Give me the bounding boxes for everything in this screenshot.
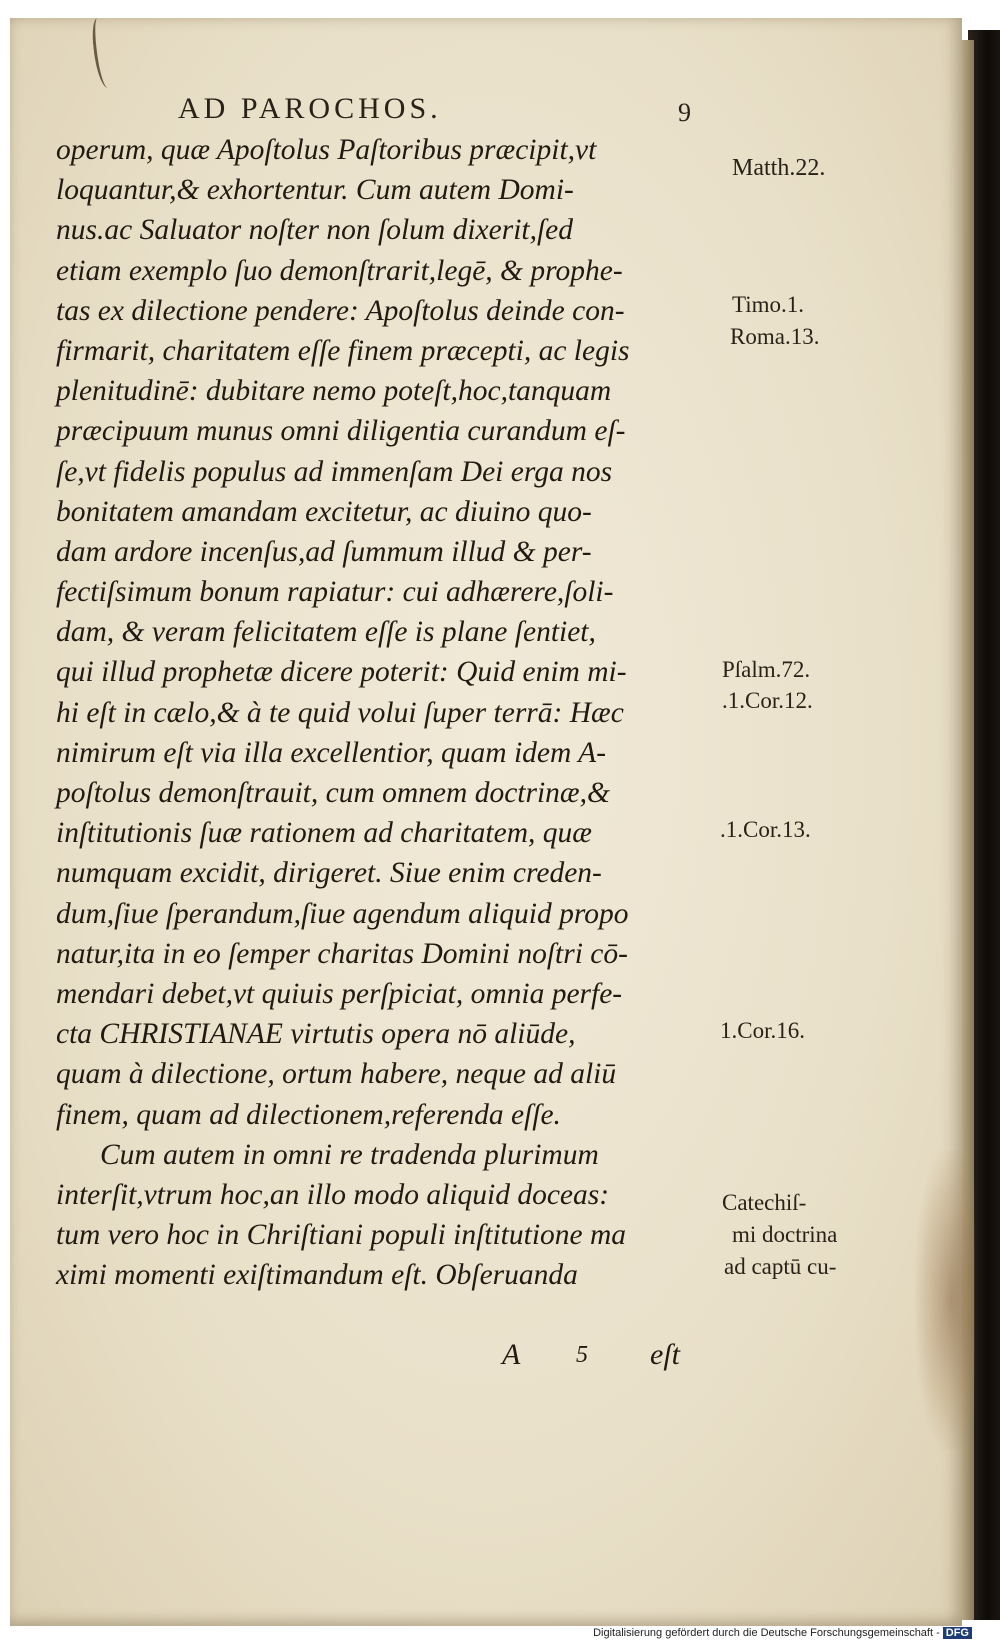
text-line: natur,ita in eo ſemper charitas Domini noſtri cō- xyxy=(56,937,628,970)
text-line: nus.ac Saluator noſter non ſolum dixerit,ſed xyxy=(56,214,574,247)
text-line: operum, quæ Apoſtolus Paſtoribus præcipit,vt xyxy=(56,134,597,166)
margin-note: mi doctrina xyxy=(732,1222,838,1247)
text-line: firmarit, charitatem eſſe finem præcepti, ac legis xyxy=(56,334,630,367)
text-line: præcipuum munus omni diligentia curandum eſ- xyxy=(56,415,626,448)
text-line: nimirum eſt via illa excellentior, quam idem A- xyxy=(56,736,607,769)
text-line: tum vero hoc in Chriſtiani populi inſtitutione ma xyxy=(56,1219,627,1252)
text-line: qui illud prophetæ dicere poterit: Quid enim mi- xyxy=(56,656,627,689)
text-line: interſit,vtrum hoc,an illo modo aliquid doceas: xyxy=(56,1178,610,1211)
page-number: 9 xyxy=(678,98,691,127)
text-line: hi eſt in cælo,& à te quid volui ſuper terrā: Hæc xyxy=(56,696,624,729)
margin-note: ad captū cu- xyxy=(724,1254,837,1279)
text-line: dam ardore incenſus,ad ſummum illud & per- xyxy=(56,535,592,568)
text-line: cta CHRISTIANAE virtutis opera nō aliūde, xyxy=(56,1018,576,1051)
text-line: ſe,vt fidelis populus ad immenſam Dei erga nos xyxy=(56,455,613,488)
page-stain xyxy=(915,1150,975,1450)
margin-note: Timo.1. xyxy=(732,292,805,317)
signature-mark: A xyxy=(502,1338,521,1371)
text-line: inſtitutionis ſuæ rationem ad charitatem, quæ xyxy=(56,817,592,850)
credit-text: Digitalisierung gefördert durch die Deutsche Forschungsgemeinschaft - xyxy=(593,1627,940,1639)
signature-number: 5 xyxy=(576,1342,588,1368)
text-line: poſtolus demonſtrauit, cum omnem doctrinæ,& xyxy=(56,777,610,809)
text-line: fectiſsimum bonum rapiatur: cui adhærere,ſoli- xyxy=(56,576,614,609)
dfg-logo: DFG xyxy=(943,1627,972,1639)
text-line: tas ex dilectione pendere: Apoſtolus deinde con- xyxy=(56,294,625,327)
text-line: plenitudinē: dubitare nemo poteſt,hoc,tanquam xyxy=(56,375,612,408)
text-line: etiam exemplo ſuo demonſtrarit,legē, & prophe- xyxy=(56,254,623,287)
margin-note: 1.Cor.16. xyxy=(720,1018,805,1043)
body-text xyxy=(56,130,716,1295)
catchword: eſt xyxy=(650,1338,680,1371)
text-line: loquantur,& exhortentur. Cum autem Domi- xyxy=(56,174,574,207)
running-head: AD PAROCHOS. xyxy=(178,92,442,125)
margin-note: Roma.13. xyxy=(730,324,820,349)
text-line: ximi momenti exiſtimandum eſt. Obſeruanda xyxy=(56,1259,578,1292)
binding-thread xyxy=(90,17,114,88)
margin-note: .1.Cor.12. xyxy=(722,688,813,713)
margin-note: .1.Cor.13. xyxy=(720,817,811,842)
page-header xyxy=(178,92,718,132)
text-line: mendari debet,vt quiuis perſpiciat, omnia perfe- xyxy=(56,977,623,1010)
margin-note: Matth.22. xyxy=(732,155,826,181)
text-line: bonitatem amandam excitetur, ac diuino quo- xyxy=(56,495,592,528)
text-line: dam, & veram felicitatem eſſe is plane ſentiet, xyxy=(56,616,596,649)
text-line: finem, quam ad dilectionem,referenda eſſe. xyxy=(56,1098,561,1131)
text-line: Cum autem in omni re tradenda plurimum xyxy=(100,1138,599,1171)
text-line: dum,ſiue ſperandum,ſiue agendum aliquid propo xyxy=(56,897,629,930)
margin-note: Pſalm.72. xyxy=(722,657,811,682)
text-line: quam à dilectione, ortum habere, neque ad aliū xyxy=(56,1058,617,1091)
margin-note: Catechiſ- xyxy=(722,1190,807,1215)
text-line: numquam excidit, dirigeret. Siue enim creden- xyxy=(56,857,602,890)
digitization-credit xyxy=(593,1627,972,1639)
